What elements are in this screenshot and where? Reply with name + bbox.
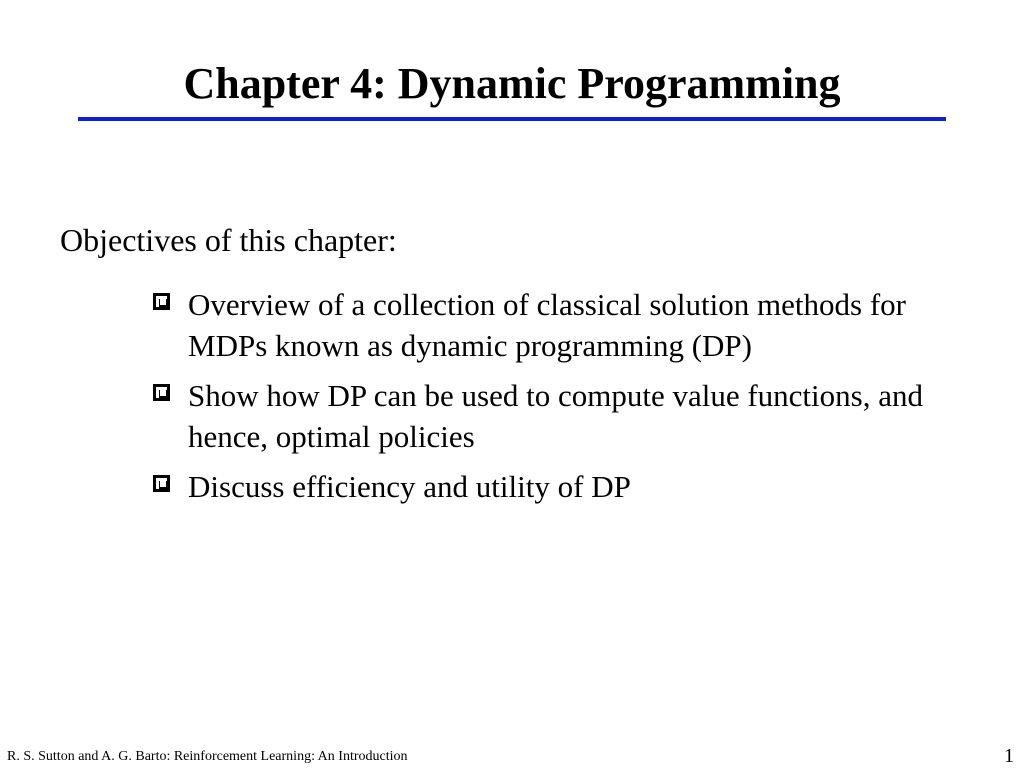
list-item [153,284,973,366]
list-item-text: Overview of a collection of classical solution methods for MDPs known as dynamic programming (DP) [188,287,906,363]
title-underline [78,117,946,121]
objectives-list [153,284,973,516]
page-number: 1 [1004,745,1014,767]
objectives-heading: Objectives of this chapter: [60,222,397,258]
list-item-text: Discuss efficiency and utility of DP [188,469,631,504]
list-item [153,466,973,507]
list-item [153,375,973,457]
footer-credit: R. S. Sutton and A. G. Barto: Reinforcement Learning: An Introduction [7,749,408,764]
square-bullet-icon [153,475,170,492]
slide-title: Chapter 4: Dynamic Programming [183,59,841,108]
square-bullet-icon [153,293,170,310]
square-bullet-icon [153,384,170,401]
list-item-text: Show how DP can be used to compute value functions, and hence, optimal policies [188,378,923,454]
